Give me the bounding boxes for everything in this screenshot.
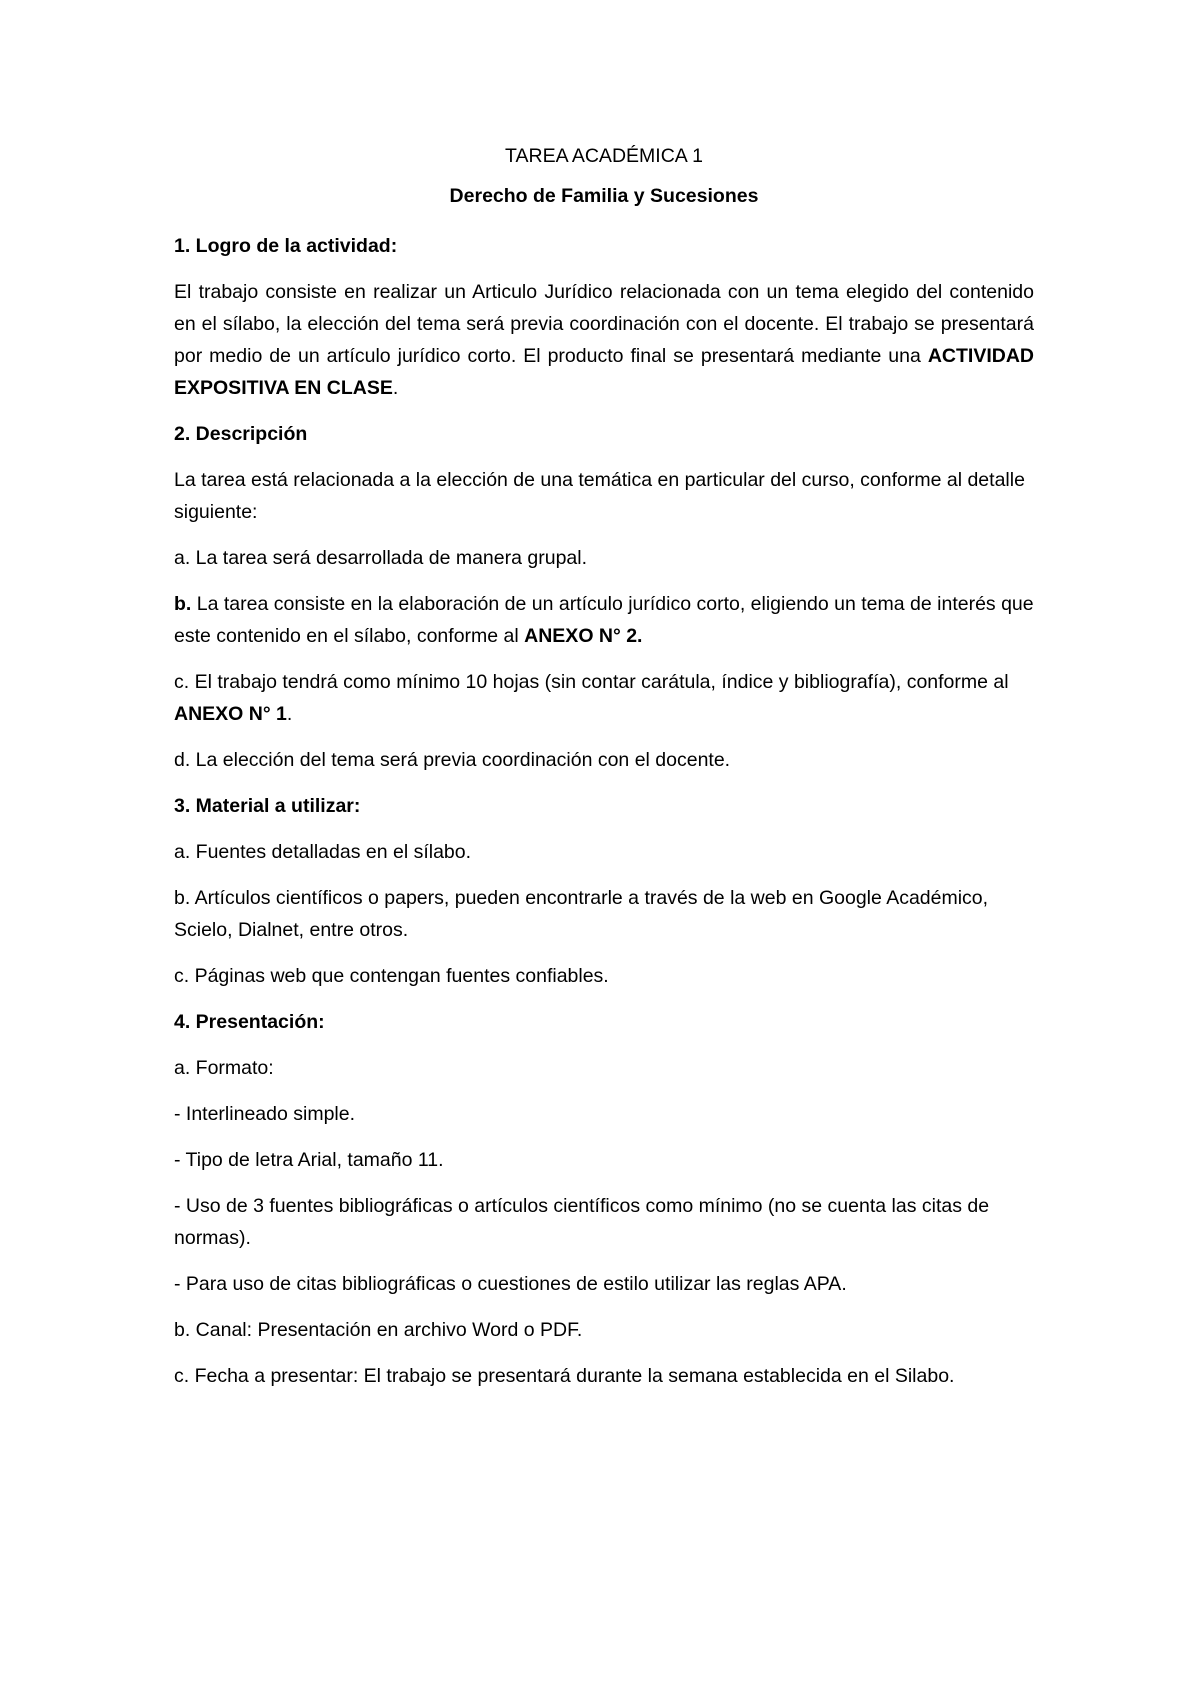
section-1-heading bbox=[174, 230, 1034, 262]
section-3-heading: 3. Material a utilizar: bbox=[174, 795, 361, 817]
section-2-intro: La tarea está relacionada a la elección de una temática en particular del curso, conforme al detalle siguiente: bbox=[174, 469, 1025, 523]
section-1-paragraph-emphasis: ACTIVIDAD EXPOSITIVA EN CLASE bbox=[174, 345, 1034, 399]
section-2-item-b-label: b. bbox=[174, 593, 192, 615]
section-1-heading-text: Logro de la actividad: bbox=[190, 235, 398, 257]
section-4-bullet-3: - Uso de 3 fuentes bibliográficas o artículos científicos como mínimo (no se cuenta las citas de normas). bbox=[174, 1195, 990, 1249]
section-2-item-b-end: . bbox=[637, 625, 643, 647]
section-1-paragraph-text: El trabajo consiste en realizar un Articulo Jurídico relacionada con un tema elegido del contenido en el sílabo, la elección del tema será previa coordinación con el docente. El trabajo se presentará por medio de un artículo jurídico corto. El producto final se presentará mediante una bbox=[174, 281, 1034, 367]
section-2-item-b-anexo: ANEXO N° 2 bbox=[524, 625, 638, 647]
section-4-bullet-2: - Tipo de letra Arial, tamaño 11. bbox=[174, 1149, 444, 1171]
section-2-item-c-anexo: ANEXO N° 1 bbox=[174, 703, 287, 725]
section-3-item-c: c. Páginas web que contengan fuentes confiables. bbox=[174, 965, 609, 987]
section-2-item-a: a. La tarea será desarrollada de manera grupal. bbox=[174, 547, 588, 569]
section-1-paragraph bbox=[174, 276, 1034, 404]
section-1-heading-number: 1. bbox=[174, 235, 191, 257]
section-4-heading: 4. Presentación: bbox=[174, 1011, 325, 1033]
section-2-heading: 2. Descripción bbox=[174, 423, 308, 445]
section-2-item-b-text: La tarea consiste en la elaboración de un artículo jurídico corto, eligiendo un tema de interés que este contenido en el sílabo, conforme al bbox=[174, 593, 1034, 647]
section-4-item-a: a. Formato: bbox=[174, 1057, 274, 1079]
section-2-item-b bbox=[174, 588, 1034, 652]
section-2-item-c-end: . bbox=[286, 703, 293, 725]
document-subtitle: Derecho de Familia y Sucesiones bbox=[449, 185, 759, 207]
section-2-item-c bbox=[174, 666, 1034, 730]
section-4-bullet-4: - Para uso de citas bibliográficas o cuestiones de estilo utilizar las reglas APA. bbox=[174, 1273, 847, 1295]
section-1-paragraph-end: . bbox=[392, 377, 399, 399]
section-4-item-c: c. Fecha a presentar: El trabajo se presentará durante la semana establecida en el Silabo. bbox=[174, 1365, 955, 1387]
section-3-item-a: a. Fuentes detalladas en el sílabo. bbox=[174, 841, 472, 863]
section-2-item-d: d. La elección del tema será previa coordinación con el docente. bbox=[174, 749, 731, 771]
section-2-item-c-text: c. El trabajo tendrá como mínimo 10 hojas (sin contar carátula, índice y bibliografía), conforme al bbox=[174, 671, 1009, 693]
document-title: TAREA ACADÉMICA 1 bbox=[505, 145, 703, 167]
section-4-item-b: b. Canal: Presentación en archivo Word o PDF. bbox=[174, 1319, 583, 1341]
section-4-bullet-1: - Interlineado simple. bbox=[174, 1103, 356, 1125]
document-body bbox=[174, 140, 1034, 1392]
section-3-item-b: b. Artículos científicos o papers, pueden encontrarle a través de la web en Google Académico, Scielo, Dialnet, entre otros. bbox=[174, 887, 989, 941]
